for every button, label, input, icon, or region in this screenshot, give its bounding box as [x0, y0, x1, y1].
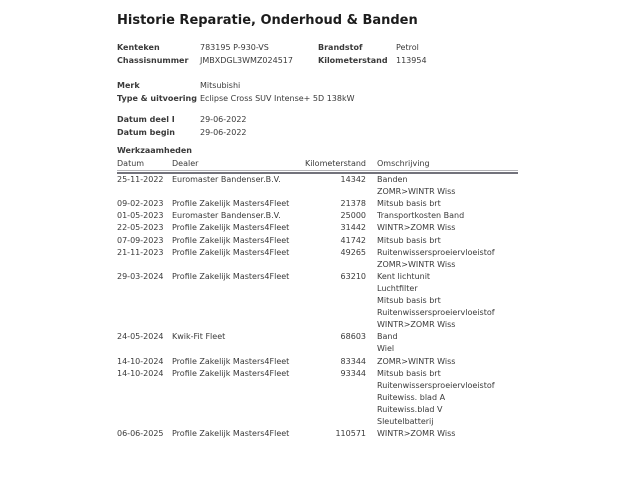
cell-kilometerstand: 110571	[335, 429, 366, 439]
omschrijving-line: Ruitenwissersproeiervloeistof	[377, 380, 495, 390]
cell-dealer: Profile Zakelijk Masters4Fleet	[172, 235, 290, 245]
cell-kilometerstand: 31442	[340, 223, 366, 233]
werkzaamheden-table-body	[117, 174, 518, 440]
omschrijving-line: Mitsub basis brt	[377, 368, 441, 378]
cell-datum: 22-05-2023	[117, 223, 164, 233]
cell-dealer: Profile Zakelijk Masters4Fleet	[172, 271, 290, 281]
cell-dealer: Profile Zakelijk Masters4Fleet	[172, 368, 290, 378]
omschrijving-line: Luchtfilter	[377, 283, 418, 293]
vehicle-model-section	[117, 79, 518, 105]
cell-datum: 06-06-2025	[117, 429, 164, 439]
cell-kilometerstand: 25000	[340, 211, 366, 221]
cell-omschrijving	[366, 210, 518, 222]
werkzaamheden-table	[117, 158, 518, 440]
cell-datum: 14-10-2024	[117, 356, 164, 366]
cell-datum: 14-10-2024	[117, 368, 164, 378]
chassisnummer-label: Chassisnummer	[117, 56, 189, 65]
column-header-omschrijving: Omschrijving	[377, 159, 430, 168]
cell-datum: 25-11-2022	[117, 175, 164, 185]
cell-omschrijving	[366, 174, 518, 198]
omschrijving-line: WINTR>ZOMR Wiss	[377, 223, 456, 233]
cell-omschrijving	[366, 222, 518, 234]
cell-dealer: Profile Zakelijk Masters4Fleet	[172, 199, 290, 209]
table-row	[117, 331, 518, 355]
table-row	[117, 247, 518, 271]
cell-omschrijving	[366, 356, 518, 368]
omschrijving-line: Kent lichtunit	[377, 271, 431, 281]
cell-dealer: Euromaster Bandenser.B.V.	[172, 211, 281, 221]
datum-deel-label: Datum deel I	[117, 115, 175, 124]
cell-omschrijving	[366, 428, 518, 440]
datum-begin-value: 29-06-2022	[200, 128, 247, 137]
kilometerstand-label: Kilometerstand	[318, 56, 388, 65]
type-uitvoering-label: Type & uitvoering	[117, 94, 197, 103]
omschrijving-line: ZOMR>WINTR Wiss	[377, 187, 456, 197]
table-row	[117, 356, 518, 368]
cell-datum: 29-03-2024	[117, 271, 164, 281]
omschrijving-line: Transportkosten Band	[377, 211, 465, 221]
datum-begin-label: Datum begin	[117, 128, 175, 137]
cell-omschrijving	[366, 271, 518, 331]
cell-kilometerstand: 21378	[340, 199, 366, 209]
column-header-dealer: Dealer	[172, 159, 199, 168]
table-row	[117, 271, 518, 331]
column-header-datum: Datum	[117, 159, 145, 168]
cell-omschrijving	[366, 331, 518, 355]
omschrijving-line: WINTR>ZOMR Wiss	[377, 429, 456, 439]
cell-datum: 09-02-2023	[117, 199, 164, 209]
brandstof-value: Petrol	[396, 43, 419, 52]
cell-kilometerstand: 63210	[340, 271, 366, 281]
cell-dealer: Profile Zakelijk Masters4Fleet	[172, 247, 290, 257]
omschrijving-line: ZOMR>WINTR Wiss	[377, 356, 456, 366]
omschrijving-line: Mitsub basis brt	[377, 199, 441, 209]
omschrijving-line: Mitsub basis brt	[377, 296, 441, 306]
table-row	[117, 428, 518, 440]
cell-omschrijving	[366, 198, 518, 210]
omschrijving-line: Ruitenwissersproeiervloeistof	[377, 308, 495, 318]
type-uitvoering-value: Eclipse Cross SUV Intense+ 5D 138kW	[200, 94, 355, 103]
header-rule-thin	[117, 170, 518, 171]
cell-dealer: Euromaster Bandenser.B.V.	[172, 175, 281, 185]
cell-datum: 07-09-2023	[117, 235, 164, 245]
table-row	[117, 174, 518, 198]
brandstof-label: Brandstof	[318, 43, 363, 52]
cell-kilometerstand: 49265	[340, 247, 366, 257]
omschrijving-line: Ruitewiss. blad A	[377, 392, 446, 402]
omschrijving-line: Band	[377, 332, 398, 342]
merk-label: Merk	[117, 81, 140, 90]
table-row	[117, 198, 518, 210]
cell-kilometerstand: 68603	[340, 332, 366, 342]
cell-omschrijving	[366, 368, 518, 428]
omschrijving-line: Banden	[377, 175, 408, 185]
table-row	[117, 210, 518, 222]
cell-kilometerstand: 93344	[340, 368, 366, 378]
werkzaamheden-heading: Werkzaamheden	[117, 146, 192, 155]
datum-deel-value: 29-06-2022	[200, 115, 247, 124]
cell-datum: 01-05-2023	[117, 211, 164, 221]
cell-kilometerstand: 14342	[340, 175, 366, 185]
omschrijving-line: ZOMR>WINTR Wiss	[377, 259, 456, 269]
chassisnummer-value: JMBXDGL3WMZ024517	[200, 56, 293, 65]
omschrijving-line: Ruitenwissersproeiervloeistof	[377, 247, 495, 257]
omschrijving-line: Sleutelbatterij	[377, 416, 434, 426]
table-header-row	[117, 158, 518, 170]
cell-kilometerstand: 83344	[340, 356, 366, 366]
cell-dealer: Profile Zakelijk Masters4Fleet	[172, 223, 290, 233]
table-row	[117, 235, 518, 247]
kenteken-value: 783195 P-930-VS	[200, 43, 269, 52]
merk-value: Mitsubishi	[200, 81, 241, 90]
cell-dealer: Profile Zakelijk Masters4Fleet	[172, 429, 290, 439]
cell-omschrijving	[366, 235, 518, 247]
omschrijving-line: Wiel	[377, 344, 395, 354]
table-row	[117, 368, 518, 428]
page-title: Historie Reparatie, Onderhoud & Banden	[117, 13, 418, 28]
column-header-kilometerstand: Kilometerstand	[304, 159, 366, 168]
cell-dealer: Profile Zakelijk Masters4Fleet	[172, 356, 290, 366]
omschrijving-line: Mitsub basis brt	[377, 235, 441, 245]
cell-datum: 21-11-2023	[117, 247, 164, 257]
cell-dealer: Kwik-Fit Fleet	[172, 332, 226, 342]
cell-datum: 24-05-2024	[117, 332, 164, 342]
kenteken-label: Kenteken	[117, 43, 160, 52]
vehicle-registration-section	[117, 41, 518, 67]
cell-omschrijving	[366, 247, 518, 271]
registration-dates-section	[117, 113, 518, 139]
omschrijving-line: Ruitewiss.blad V	[377, 404, 443, 414]
cell-kilometerstand: 41742	[340, 235, 366, 245]
kilometerstand-value: 113954	[396, 56, 427, 65]
omschrijving-line: WINTR>ZOMR Wiss	[377, 320, 456, 330]
table-row	[117, 222, 518, 234]
